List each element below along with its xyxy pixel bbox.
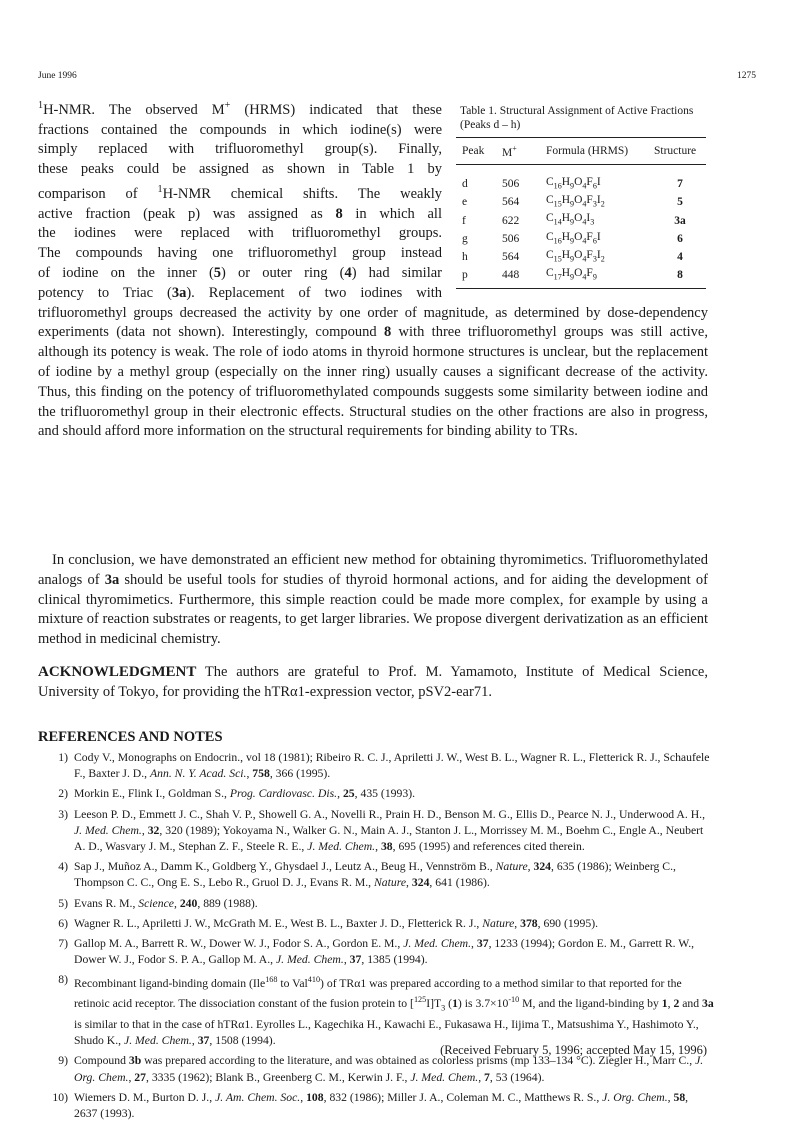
reference-text: Compound 3b was prepared according to the literature, and was obtained as colorless prisms (mp 133–134 °C). Ziegler H., Marr C., J. Org. Chem., 27, 3335 (1962); Blank B., Greenberg C. M., Kerwin J. F., J. Med. Chem., 7, 53 (1964).	[74, 1054, 704, 1084]
cell-mplus: 506	[502, 232, 520, 245]
reference-number: 9)	[58, 1054, 68, 1068]
reference-text: Wagner R. L., Apriletti J. W., McGrath M. E., West B. L., Baxter J. D., Fletterick R. J., Nature, 378, 690 (1995).	[74, 916, 599, 930]
cell-peak: h	[462, 251, 468, 264]
reference-text: Wiemers D. M., Burton D. J., J. Am. Chem. Soc., 108, 832 (1986); Miller J. A., Coleman M. C., Matthews R. S., J. Org. Chem., 58, 2637 (1993).	[74, 1090, 689, 1120]
col-header-peak: Peak	[456, 138, 502, 165]
cell-formula: $C_{17}H_9O_4F_9$	[546, 266, 654, 288]
acknowledgment-text: The authors are grateful to Prof. M. Yamamoto, Institute of Medical Science, University of Tokyo, for providing the hTRα1-expression vector, pSV2-ear71.	[38, 664, 708, 700]
reference-item	[38, 1053, 714, 1085]
cell-formula: $C_{15}H_9O_4F_3I_2$	[546, 249, 605, 264]
cell-structure: 6	[677, 232, 683, 245]
reference-number: 7)	[58, 937, 68, 951]
reference-item	[38, 896, 714, 912]
cell-mplus: 564	[502, 196, 520, 209]
reference-list	[38, 750, 714, 1126]
col-header-formula: Formula (HRMS)	[546, 138, 654, 165]
reference-item	[38, 859, 714, 891]
cell-mplus: 448	[502, 266, 546, 288]
reference-number: 6)	[58, 916, 68, 930]
reference-text: Morkin E., Flink I., Goldman S., Prog. Cardiovasc. Dis., 25, 435 (1993).	[74, 787, 416, 801]
cell-peak: g	[462, 232, 468, 245]
reference-number: 1)	[58, 751, 68, 764]
cell-structure: 3a	[674, 214, 686, 227]
reference-item	[38, 936, 714, 968]
cell-peak: p	[456, 266, 502, 288]
reference-item	[38, 786, 714, 802]
cell-peak: e	[462, 196, 468, 209]
cell-peak: d	[462, 177, 468, 190]
references-title: REFERENCES AND NOTES	[38, 729, 223, 745]
wrapped-text-lines	[38, 96, 442, 304]
col-header-structure: Structure	[654, 138, 706, 165]
cell-formula: $C_{16}H_9O_4F_6I$	[546, 175, 601, 191]
acknowledgment-title: ACKNOWLEDGMENT	[38, 664, 197, 680]
reference-text: Sap J., Muñoz A., Damm K., Goldberg Y., Ghysdael J., Leutz A., Beug H., Vennström B., Nature, 324, 635 (1986); Weinberg C., Thompson C. C., Ong E. S., Lebo R., Gruol D. J., Evans R. M., Nature, 324, 641 (1986).	[74, 860, 676, 890]
cell-structure: 8	[654, 266, 706, 288]
text-line: active fraction (peak p) was assigned as 8 in which all	[38, 205, 442, 222]
reference-text: Cody V., Monographs on Endocrin., vol 18 (1981); Ribeiro R. C. J., Apriletti J. W., West B. L., Wagner R. L., Fletterick R. J., Schaufele F., Baxter J. D., Ann. N. Y. Acad. Sci., 758, 366 (1995).	[74, 751, 710, 781]
text-line: fractions contained the compounds in which iodine(s) were	[38, 121, 442, 138]
acknowledgment	[38, 663, 708, 703]
text-line: the iodines were replaced with trifluoromethyl groups.	[38, 225, 442, 242]
cell-formula: $C_{15}H_9O_4F_3I_2$	[546, 194, 605, 209]
reference-text: Leeson P. D., Emmett J. C., Shah V. P., Showell G. A., Novelli R., Prain H. D., Benson M. G., Ellis D., Pearce N. J., Underwood A. H., J. Med. Chem., 32, 320 (1989); Yokoyama N., Walker G. N., Main A. J., Stanton J. L., Morrissey M. M., Boehm C., Engle A., Neubert A. D., Wasvary J. M., Stephan Z. F., Steele R. E., J. Med. Chem., 38, 695 (1995) and references cited therein.	[74, 807, 705, 854]
body-paragraph-conclusion: In conclusion, we have demonstrated an efficient new method for obtaining thyromimetics. Trifluoromethylated analogs of 3a should be useful tools for studies of thyroid hormonal actions, and for aiding the development of clinical thyromimetics. Furthermore, this simple reaction could be made more complex, for example by using a mixture of reaction substrates or reagents, to get larger libraries. We propose divergent derivatization as an efficient method in medicinal chemistry.	[38, 552, 708, 648]
cell-structure: 4	[677, 251, 683, 264]
reference-number: 8)	[58, 973, 68, 987]
reference-number: 2)	[58, 787, 68, 801]
table-caption: Table 1. Structural Assignment of Active Fractions (Peaks d – h)	[460, 105, 694, 131]
reference-item	[38, 750, 714, 782]
reference-text: Gallop M. A., Barrett R. W., Dower W. J., Fodor S. A., Gordon E. M., J. Med. Chem., 37, 1233 (1994); Gordon E. M., Garrett R. W., Dower W. J., Fodor S. P. A., Gallop M. A., J. Med. Chem., 37, 1385 (1994).	[74, 937, 695, 967]
text-line: these peaks could be assigned as shown in Table 1 by	[38, 161, 442, 178]
reference-number: 4)	[58, 860, 68, 874]
cell-mplus: 564	[502, 251, 520, 264]
body-paragraph-results	[38, 96, 708, 442]
reference-text: Recombinant ligand-binding domain (Ile$^{168}$ to Val$^{410}$) of TRα1 was prepared according to a method similar to that reported for the retinoic acid receptor. The dissociation constant of the fusion protein to $[^{125}I]T_3$ (1) is $3.7\times 10^{-10}$ M, and the ligand-binding by 1, 2 and 3a is similar to that in the case of hTRα1. Eyrolles L., Kagechika H., Kawachi E., Fukasawa H., Iijima T., Matsushima Y., Hashimoto Y., Shudo K., J. Med. Chem., 37, 1508 (1994).	[74, 975, 714, 1048]
cell-mplus: 506	[502, 177, 520, 190]
running-header-date: June 1996	[38, 71, 77, 81]
cell-mplus: 622	[502, 214, 520, 227]
cell-structure: 7	[677, 177, 683, 190]
cell-formula: $C_{14}H_9O_4I_3$	[546, 212, 595, 227]
text-line: of iodine on the inner (5) or outer ring (4) had similar	[38, 265, 442, 282]
page-number: 1275	[737, 71, 756, 81]
text-line: simply replaced with trifluoromethyl group(s). Finally,	[38, 141, 442, 158]
reference-text: Evans R. M., Science, 240, 889 (1988).	[74, 896, 258, 910]
cell-peak: f	[462, 214, 466, 227]
paragraph-continuation: trifluoromethyl groups decreased the activity by one order of magnitude, as determined by dose-dependency experiments (data not shown). Interestingly, compound 8 with three trifluoromethyl groups was still active, although its potency is weak. The role of iodo atoms in thyroid hormone structures is unclear, but the replacement of iodine by a methyl group (especially on the inner ring) usually causes a significant decrease of the activity. Thus, this finding on the potency of trifluoromethylated compounds suggests some similarity between iodine and the trifluoromethyl group in their electronic effects. Structural studies on the other fractions are also in progress, and should afford more information on the structural requirements for binding ability to TRs.	[38, 304, 708, 440]
received-date-note: (Received February 5, 1996; accepted May 15, 1996)	[440, 1043, 707, 1057]
reference-item	[38, 1090, 714, 1122]
reference-item	[38, 807, 714, 856]
reference-item	[38, 972, 714, 1049]
cell-formula: $C_{16}H_9O_4F_6I$	[546, 230, 601, 246]
text-line: $^1$H-NMR. The observed M+ (HRMS) indicated that these	[38, 100, 442, 118]
col-header-mplus: M+	[502, 138, 546, 165]
text-line: potency to Triac (3a). Replacement of two iodines with	[38, 284, 442, 301]
text-line: comparison of $^1$H-NMR chemical shifts. The weakly	[38, 184, 442, 202]
text-line: The compounds having one trifluoromethyl group instead	[38, 245, 442, 262]
reference-number: 5)	[58, 896, 68, 910]
reference-item	[38, 916, 714, 932]
reference-number: 3)	[58, 807, 68, 821]
reference-number: 10)	[52, 1090, 68, 1104]
cell-structure: 5	[677, 196, 683, 209]
